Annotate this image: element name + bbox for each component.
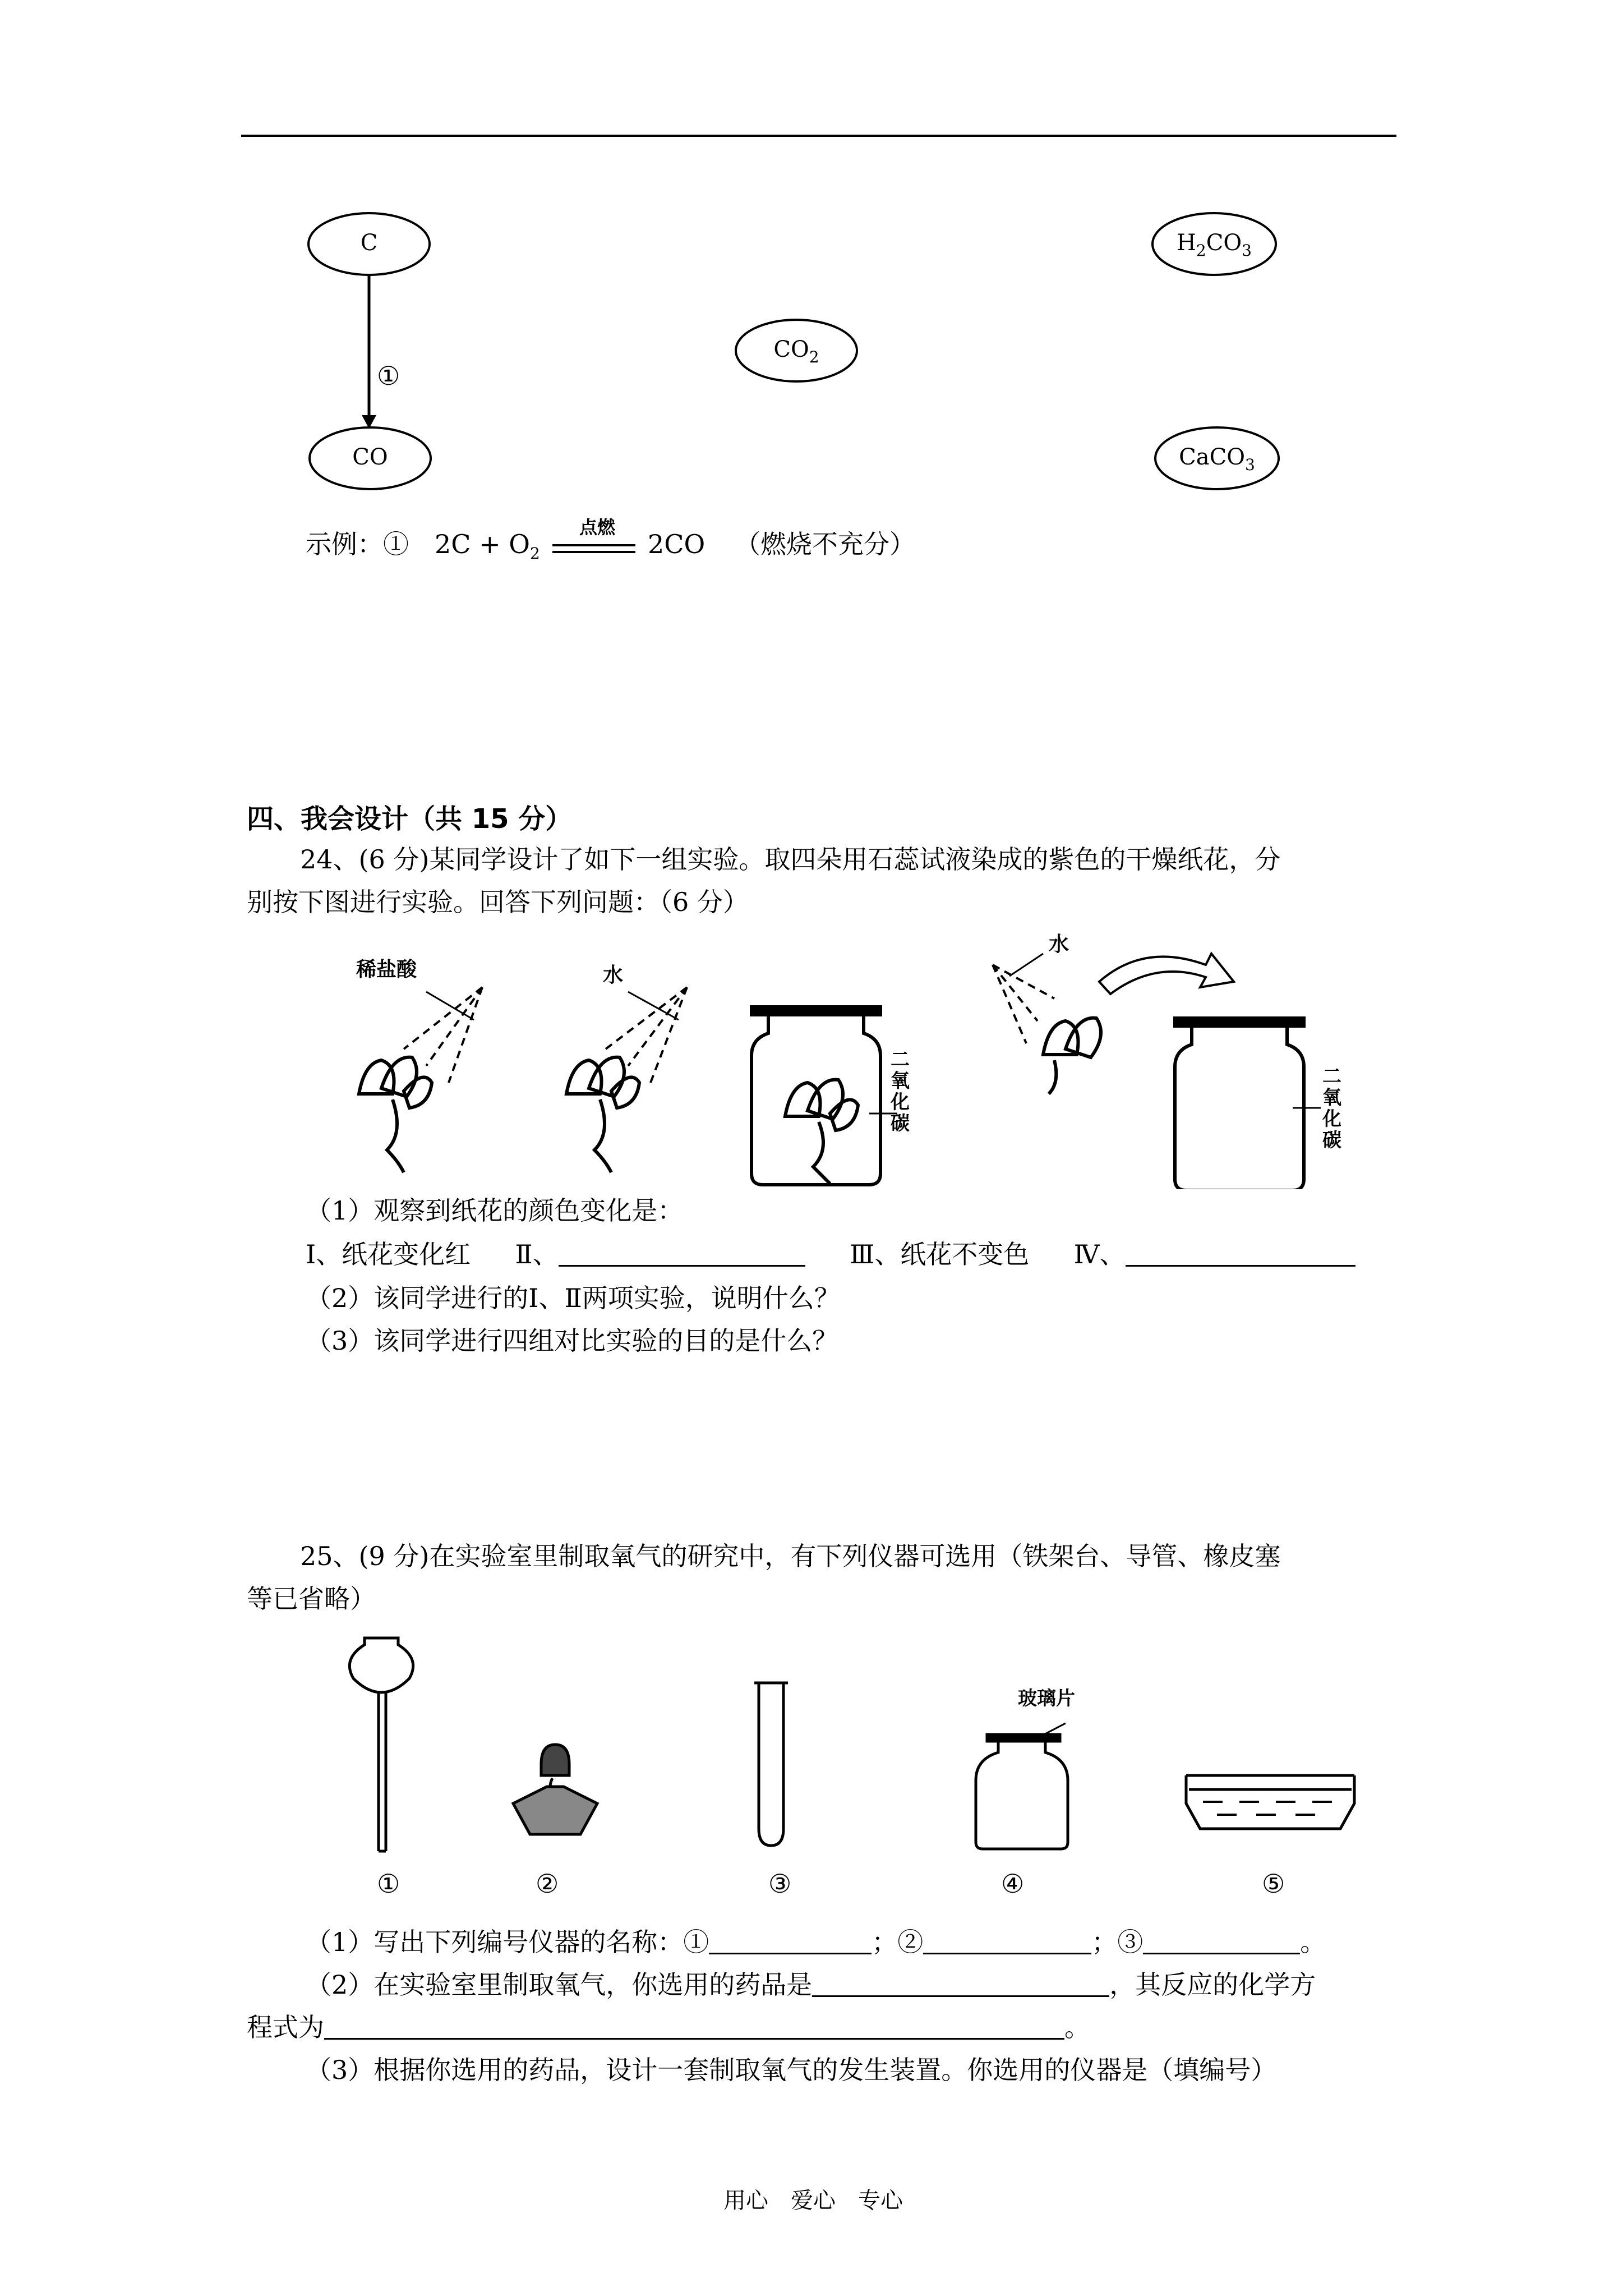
label-water-2: 水 [1049,933,1069,956]
apparatus-3 [754,1683,788,1846]
blank-ii[interactable] [559,1239,805,1267]
label-water-1: 水 [603,964,624,987]
equals-line-bottom [552,551,635,553]
blank-iv[interactable] [1126,1239,1355,1267]
node-co2-label: $CO_2$ [773,337,819,366]
blank-equation[interactable] [324,2012,1064,2040]
q24-figure [0,942,1623,1189]
label-co2-jar3: 二 氧 化 碳 [891,1048,910,1135]
q24-sub3: （3）该同学进行四组对比实验的目的是什么？ [306,1326,838,1356]
node-co-label: CO [352,444,388,470]
apparatus-2 [513,1745,597,1834]
q25-figure [0,1627,1623,1885]
example-right: 2CO [648,529,706,559]
exp3-jar [751,1007,897,1185]
exp3-flower [785,1080,858,1184]
node-caco3-label: CaCO$_3$ [1179,444,1255,474]
label-glass-slide: 玻璃片 [1018,1687,1075,1710]
section-heading: 四、我会设计（共 15 分） [247,803,573,835]
node-h2co3-label: $H_2CO_3$ [1177,230,1252,260]
q25-sub2-line2: 程式为 。 [247,2012,1090,2042]
blank-name-2[interactable] [923,1927,1091,1954]
arrow-label: ① [377,361,400,391]
apparatus-num-3: ③ [768,1869,792,1899]
example-note: （燃烧不充分） [735,529,915,559]
q24-sub2: （2）该同学进行的Ⅰ、Ⅱ两项实验，说明什么？ [306,1283,840,1313]
q24-sub1: （1）观察到纸花的颜色变化是： [306,1195,684,1226]
exp4-transfer-arrow [1099,954,1234,994]
apparatus-1 [349,1638,413,1851]
apparatus-num-4: ④ [1001,1869,1025,1899]
example-prefix: 示例：① [306,529,409,559]
apparatus-5 [1186,1775,1354,1829]
blank-reagent[interactable] [812,1970,1109,1997]
carbon-relation-diagram [0,0,1623,539]
node-c-label: C [360,230,378,256]
q24-line1: 24、(6 分)某同学设计了如下一组实验。取四朵用石蕊试液染成的紫色的干燥纸花，分 [300,844,1281,875]
equals-line-top [552,544,635,546]
q25-sub2: （2）在实验室里制取氧气，你选用的药品是 ，其反应的化学方 [306,1970,1316,2000]
blank-name-3[interactable] [1143,1927,1300,1954]
apparatus-num-2: ② [536,1869,559,1899]
example-left: $2C + O_2$ [435,529,540,563]
page-footer: 用心 爱心 专心 [723,2188,903,2214]
apparatus-num-1: ① [377,1869,400,1899]
exp1-flower [359,1057,432,1172]
example-condition: 点燃 [579,517,615,538]
apparatus-4 [976,1723,1068,1849]
label-acid: 稀盐酸 [356,958,417,981]
q24-sub1-answers: Ⅰ、纸花变化红 Ⅱ、 Ⅲ、纸花不变色 Ⅳ、 [306,1237,1355,1271]
apparatus-num-5: ⑤ [1262,1869,1285,1899]
exp4-jar [1175,1018,1321,1189]
exp4-spray [993,965,1054,1043]
exp2-flower [566,1057,639,1172]
q24-line2: 别按下图进行实验。回答下列问题：（6 分） [247,887,749,917]
q25-sub3: （3）根据你选用的药品，设计一套制取氧气的发生装置。你选用的仪器是（填编号） [306,2055,1277,2085]
q25-line2: 等已省略） [247,1584,376,1614]
label-co2-jar4: 二 氧 化 碳 [1322,1065,1341,1152]
q25-sub1: （1）写出下列编号仪器的名称：① ；② ；③ 。 [306,1927,1326,1957]
exp4-flower [1043,1018,1101,1094]
q25-line1: 25、(9 分)在实验室里制取氧气的研究中，有下列仪器可选用（铁架台、导管、橡皮塞 [300,1541,1281,1571]
blank-name-1[interactable] [709,1927,872,1954]
